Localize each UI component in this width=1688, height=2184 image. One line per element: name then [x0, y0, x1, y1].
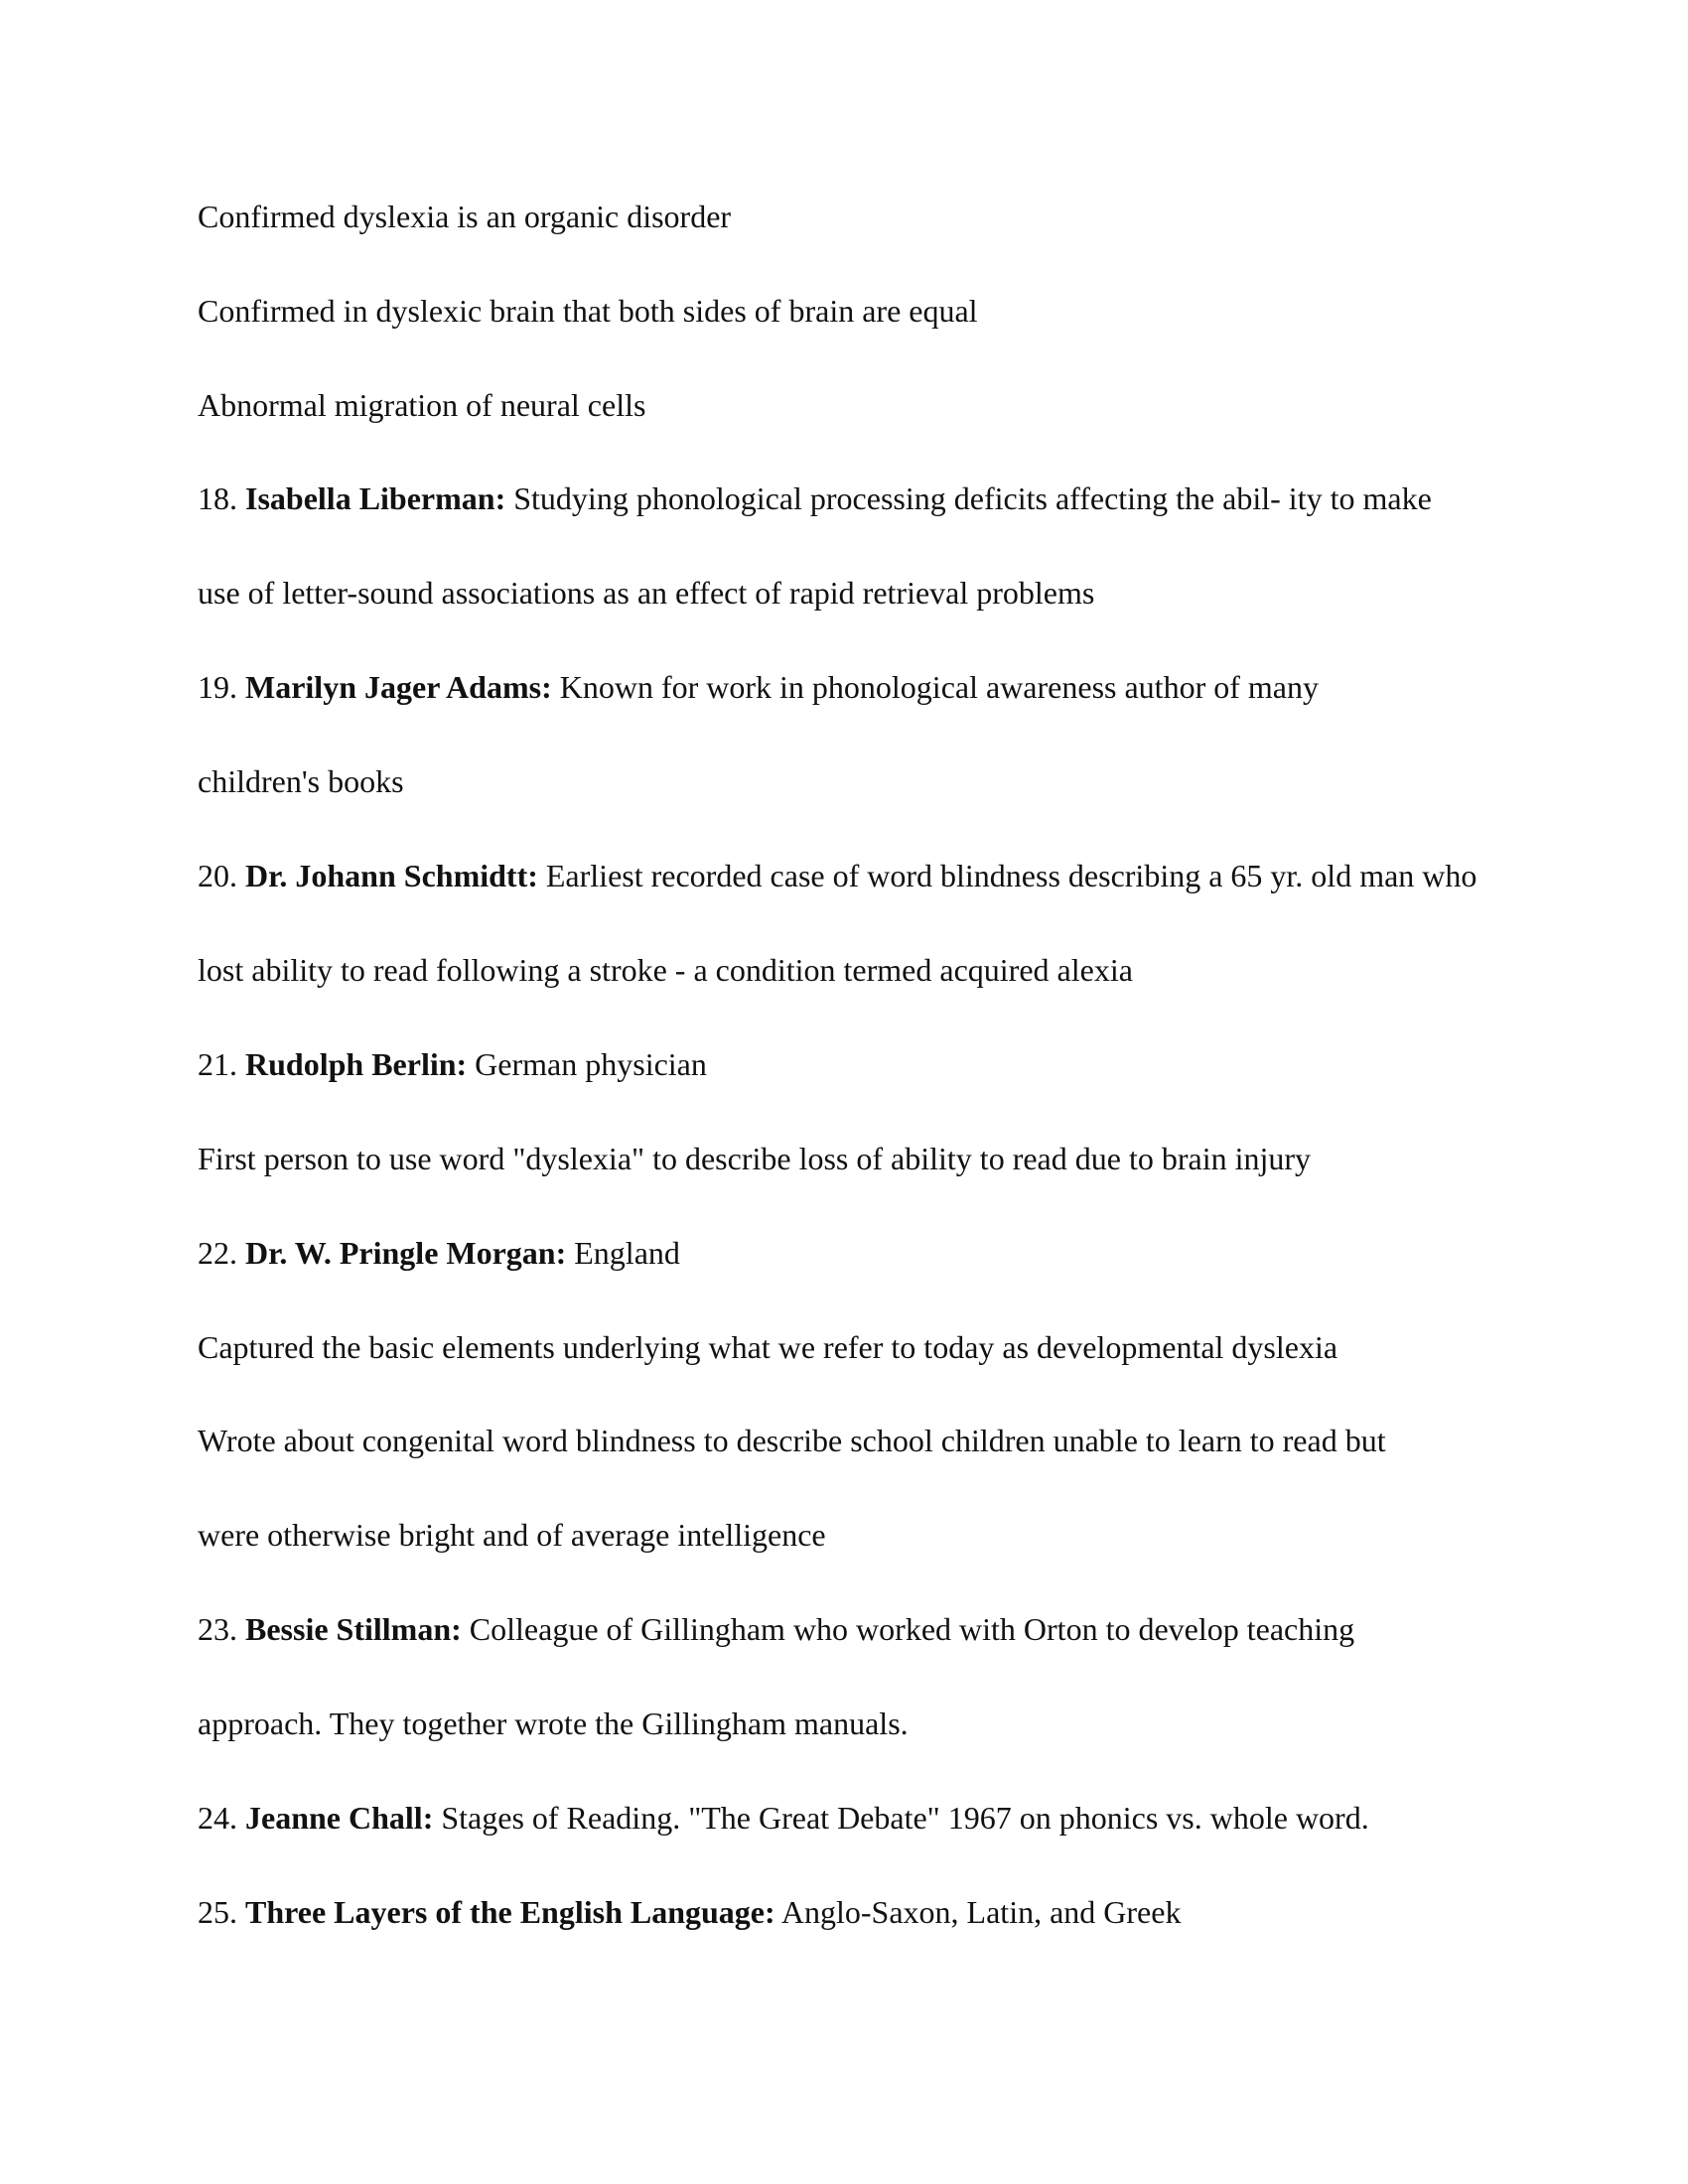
text-line: [198, 1139, 1528, 1178]
text-line: [198, 1704, 1528, 1743]
item-term: Marilyn Jager Adams:: [245, 669, 552, 705]
list-item-19: [198, 667, 1528, 707]
item-term: Three Layers of the English Language:: [245, 1894, 775, 1930]
item-description: German physician: [467, 1046, 707, 1082]
text-line: [198, 761, 1528, 801]
item-number: 18.: [198, 480, 237, 516]
list-item-25: [198, 1892, 1528, 1932]
line-text: First person to use word "dyslexia" to describe loss of ability to read due to brain injury: [198, 1141, 1312, 1176]
item-number: 19.: [198, 669, 237, 705]
list-item-22: [198, 1233, 1528, 1273]
line-text: Confirmed dyslexia is an organic disorder: [198, 199, 732, 234]
item-description: England: [566, 1235, 680, 1271]
list-item-20: [198, 856, 1528, 895]
line-text: Captured the basic elements underlying what we refer to today as developmental dyslexia: [198, 1329, 1338, 1365]
line-text: children's books: [198, 763, 404, 799]
item-number: 22.: [198, 1235, 237, 1271]
item-number: 20.: [198, 858, 237, 893]
list-item-23: [198, 1609, 1528, 1649]
line-text: were otherwise bright and of average intelligence: [198, 1517, 826, 1553]
item-number: 25.: [198, 1894, 237, 1930]
item-term: Bessie Stillman:: [245, 1611, 462, 1647]
line-text: use of letter-sound associations as an effect of rapid retrieval problems: [198, 575, 1095, 611]
item-description: Earliest recorded case of word blindness describing a 65 yr. old man who: [537, 858, 1477, 893]
list-item-21: [198, 1044, 1528, 1084]
list-item-18: [198, 478, 1528, 518]
item-number: 24.: [198, 1800, 237, 1836]
text-line: [198, 1421, 1528, 1460]
text-line: [198, 291, 1528, 331]
line-text: lost ability to read following a stroke - a condition termed acquired alexia: [198, 952, 1133, 988]
item-term: Isabella Liberman:: [245, 480, 506, 516]
text-line: [198, 950, 1528, 990]
item-term: Dr. W. Pringle Morgan:: [245, 1235, 567, 1271]
line-text: Confirmed in dyslexic brain that both sides of brain are equal: [198, 293, 978, 329]
item-term: Jeanne Chall:: [245, 1800, 434, 1836]
item-description: Known for work in phonological awareness author of many: [551, 669, 1319, 705]
item-term: Rudolph Berlin:: [245, 1046, 468, 1082]
item-description: Stages of Reading. "The Great Debate" 1967 on phonics vs. whole word.: [433, 1800, 1369, 1836]
line-text: Abnormal migration of neural cells: [198, 387, 646, 423]
item-term: Dr. Johann Schmidtt:: [245, 858, 538, 893]
item-description: Colleague of Gillingham who worked with Orton to develop teaching: [461, 1611, 1355, 1647]
item-number: 23.: [198, 1611, 237, 1647]
text-line: [198, 573, 1528, 613]
item-number: 21.: [198, 1046, 237, 1082]
text-line: [198, 197, 1528, 236]
text-line: [198, 1515, 1528, 1555]
text-line: [198, 1327, 1528, 1367]
item-description: Anglo-Saxon, Latin, and Greek: [774, 1894, 1182, 1930]
item-description: Studying phonological processing deficits affecting the abil- ity to make: [505, 480, 1432, 516]
line-text: approach. They together wrote the Gillingham manuals.: [198, 1706, 909, 1741]
list-item-24: [198, 1798, 1528, 1838]
line-text: Wrote about congenital word blindness to describe school children unable to learn to read but: [198, 1423, 1386, 1458]
text-line: [198, 385, 1528, 425]
